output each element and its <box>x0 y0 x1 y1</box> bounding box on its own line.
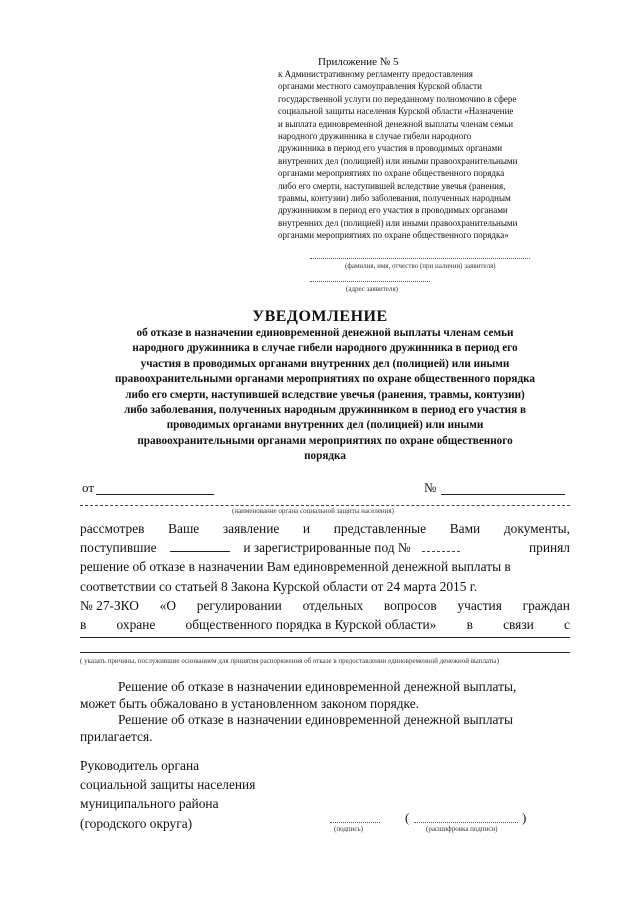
word: «О <box>159 597 177 613</box>
applicant-name-line[interactable] <box>310 258 530 259</box>
word: поступившие <box>80 540 157 556</box>
word: документы, <box>503 521 570 536</box>
appendix-line: и выплата единовременной денежной выплаты членам семьи <box>278 118 514 129</box>
subtitle-line: народного дружинника в случае гибели народного дружинника в период его <box>132 342 518 355</box>
decision-body <box>80 519 570 634</box>
body-line <box>80 615 570 634</box>
appeal-paragraph <box>80 678 570 712</box>
applicant-address-caption: (адрес заявителя) <box>346 285 398 293</box>
date-field-line[interactable] <box>96 494 214 495</box>
body-line <box>80 519 570 538</box>
word: участия <box>457 597 502 613</box>
signature-caption: (подпись) <box>334 825 364 833</box>
word: общественного порядка в Курской области» <box>185 617 437 633</box>
appendix-line: либо его смерти, наступившей вследствие увечья (ранения, <box>278 180 506 191</box>
reason-caption: ( указать причины, послужившие основанием для принятия распоряжения об отказе в предоставлении единовременной денежной выплаты) <box>80 657 499 665</box>
paragraph-line: Решение об отказе в назначении единовременной денежной выплаты, <box>118 679 517 694</box>
decode-paren-close: ) <box>522 810 527 825</box>
subtitle-line: правоохранительными органами мероприятиях по охране общественного порядка <box>115 373 535 386</box>
word: вопросов <box>383 597 437 613</box>
appendix-line: социальной защиты населения Курской области «Назначение <box>278 106 514 117</box>
word: рассмотрев <box>80 521 145 536</box>
reason-line[interactable] <box>80 652 570 653</box>
from-label: от <box>82 480 95 495</box>
appendix-line: органами местного самоуправления Курской области <box>278 81 482 92</box>
subtitle-line: либо его смерти, наступившей вследствие увечья (ранения, травмы, контузии) <box>125 388 525 401</box>
subtitle-line: правоохранительными органами мероприятиях по охране общественного <box>137 434 513 447</box>
applicant-address-line[interactable] <box>310 281 430 282</box>
word: Вами <box>449 521 481 536</box>
appendix-line: органами мероприятиях по охране общественного порядка <box>278 168 505 179</box>
registration-number-field[interactable] <box>422 539 460 552</box>
body-line: решение об отказе в назначении Вам единовременной денежной выплаты в <box>80 559 511 575</box>
signature-line[interactable] <box>330 822 380 823</box>
word: и <box>302 521 311 536</box>
subtitle-line: проводимых органами внутренних дел (полицией) или иными <box>166 419 484 432</box>
paragraph-line: прилагается. <box>80 729 153 744</box>
appendix-title: Приложение № 5 <box>318 56 399 68</box>
word: в <box>80 617 87 633</box>
signer-block <box>80 756 255 833</box>
subtitle-line: участия в проводимых органами внутренних дел (полицией) или иными <box>140 357 510 370</box>
signer-line: муниципального района <box>80 796 219 812</box>
subtitle-line: порядка <box>304 450 346 463</box>
subtitle-line: либо заболевания, полученных народным дружинником в период его участия в <box>123 404 527 417</box>
org-name-caption: (наименование органа социальной защиты населения) <box>232 507 394 515</box>
notice-subtitle <box>90 326 560 465</box>
received-date-field[interactable] <box>170 539 230 552</box>
signature-decode-line[interactable] <box>414 822 518 823</box>
appendix-line: государственной услуги по переданному полномочию в сфере <box>278 93 517 104</box>
signer-line: (городского округа) <box>80 815 193 831</box>
notice-title: УВЕДОМЛЕНИЕ <box>252 308 388 325</box>
number-field-line[interactable] <box>441 494 565 495</box>
paragraph-line: может быть обжаловано в установленном законом порядке. <box>80 696 420 711</box>
appendix-line: к Административному регламенту предоставления <box>278 69 473 79</box>
appendix-line: народного дружинника в случае гибели народного <box>278 131 472 142</box>
word: в <box>466 617 473 633</box>
appendix-line: дружинника в период его участия в проводимых органами <box>278 143 503 154</box>
signer-line: социальной защиты населения <box>80 777 256 793</box>
body-line <box>80 596 570 615</box>
subtitle-line: об отказе в назначении единовременной денежной выплаты членам семьи <box>136 327 514 339</box>
number-label: № <box>424 480 437 495</box>
word: и зарегистрированные под № <box>243 540 411 556</box>
appendix-line: органами мероприятиях по охране общественного порядка» <box>278 230 509 241</box>
decode-caption: (расшифровка подписи) <box>426 825 498 833</box>
word: граждан <box>522 597 570 613</box>
paragraph-line: Решение об отказе в назначении единовременной денежной выплаты <box>118 712 513 727</box>
word: связи <box>503 617 534 633</box>
word: регулировании <box>196 597 282 613</box>
word: отдельных <box>302 597 364 613</box>
word: охране <box>116 617 156 633</box>
word: с <box>563 617 570 633</box>
appendix-line: травмы, контузии) либо заболевания, полученных народным <box>278 193 511 204</box>
org-name-line[interactable] <box>80 505 570 506</box>
appendix-reference <box>278 68 578 242</box>
decode-paren-open: ( <box>405 810 410 825</box>
attached-paragraph <box>80 711 570 745</box>
word: заявление <box>222 521 280 536</box>
body-line <box>80 538 570 557</box>
word: № 27-ЗКО <box>80 597 139 613</box>
word: представленные <box>333 521 427 536</box>
appendix-line: внутренних дел (полицией) или иными правоохранительными <box>278 217 518 228</box>
appendix-line: внутренних дел (полицией) или иными правоохранительными <box>278 155 518 166</box>
word: Ваше <box>168 521 200 536</box>
reason-line[interactable] <box>80 637 570 638</box>
signer-line: Руководитель органа <box>80 758 200 773</box>
body-line: соответствии со статьей 8 Закона Курской области от 24 марта 2015 г. <box>80 578 478 594</box>
applicant-name-caption: (фамилия, имя, отчество (при наличии) заявителя) <box>345 262 496 270</box>
word: принял <box>528 540 570 556</box>
appendix-line: дружинником в период его участия в проводимых органами <box>278 205 508 216</box>
